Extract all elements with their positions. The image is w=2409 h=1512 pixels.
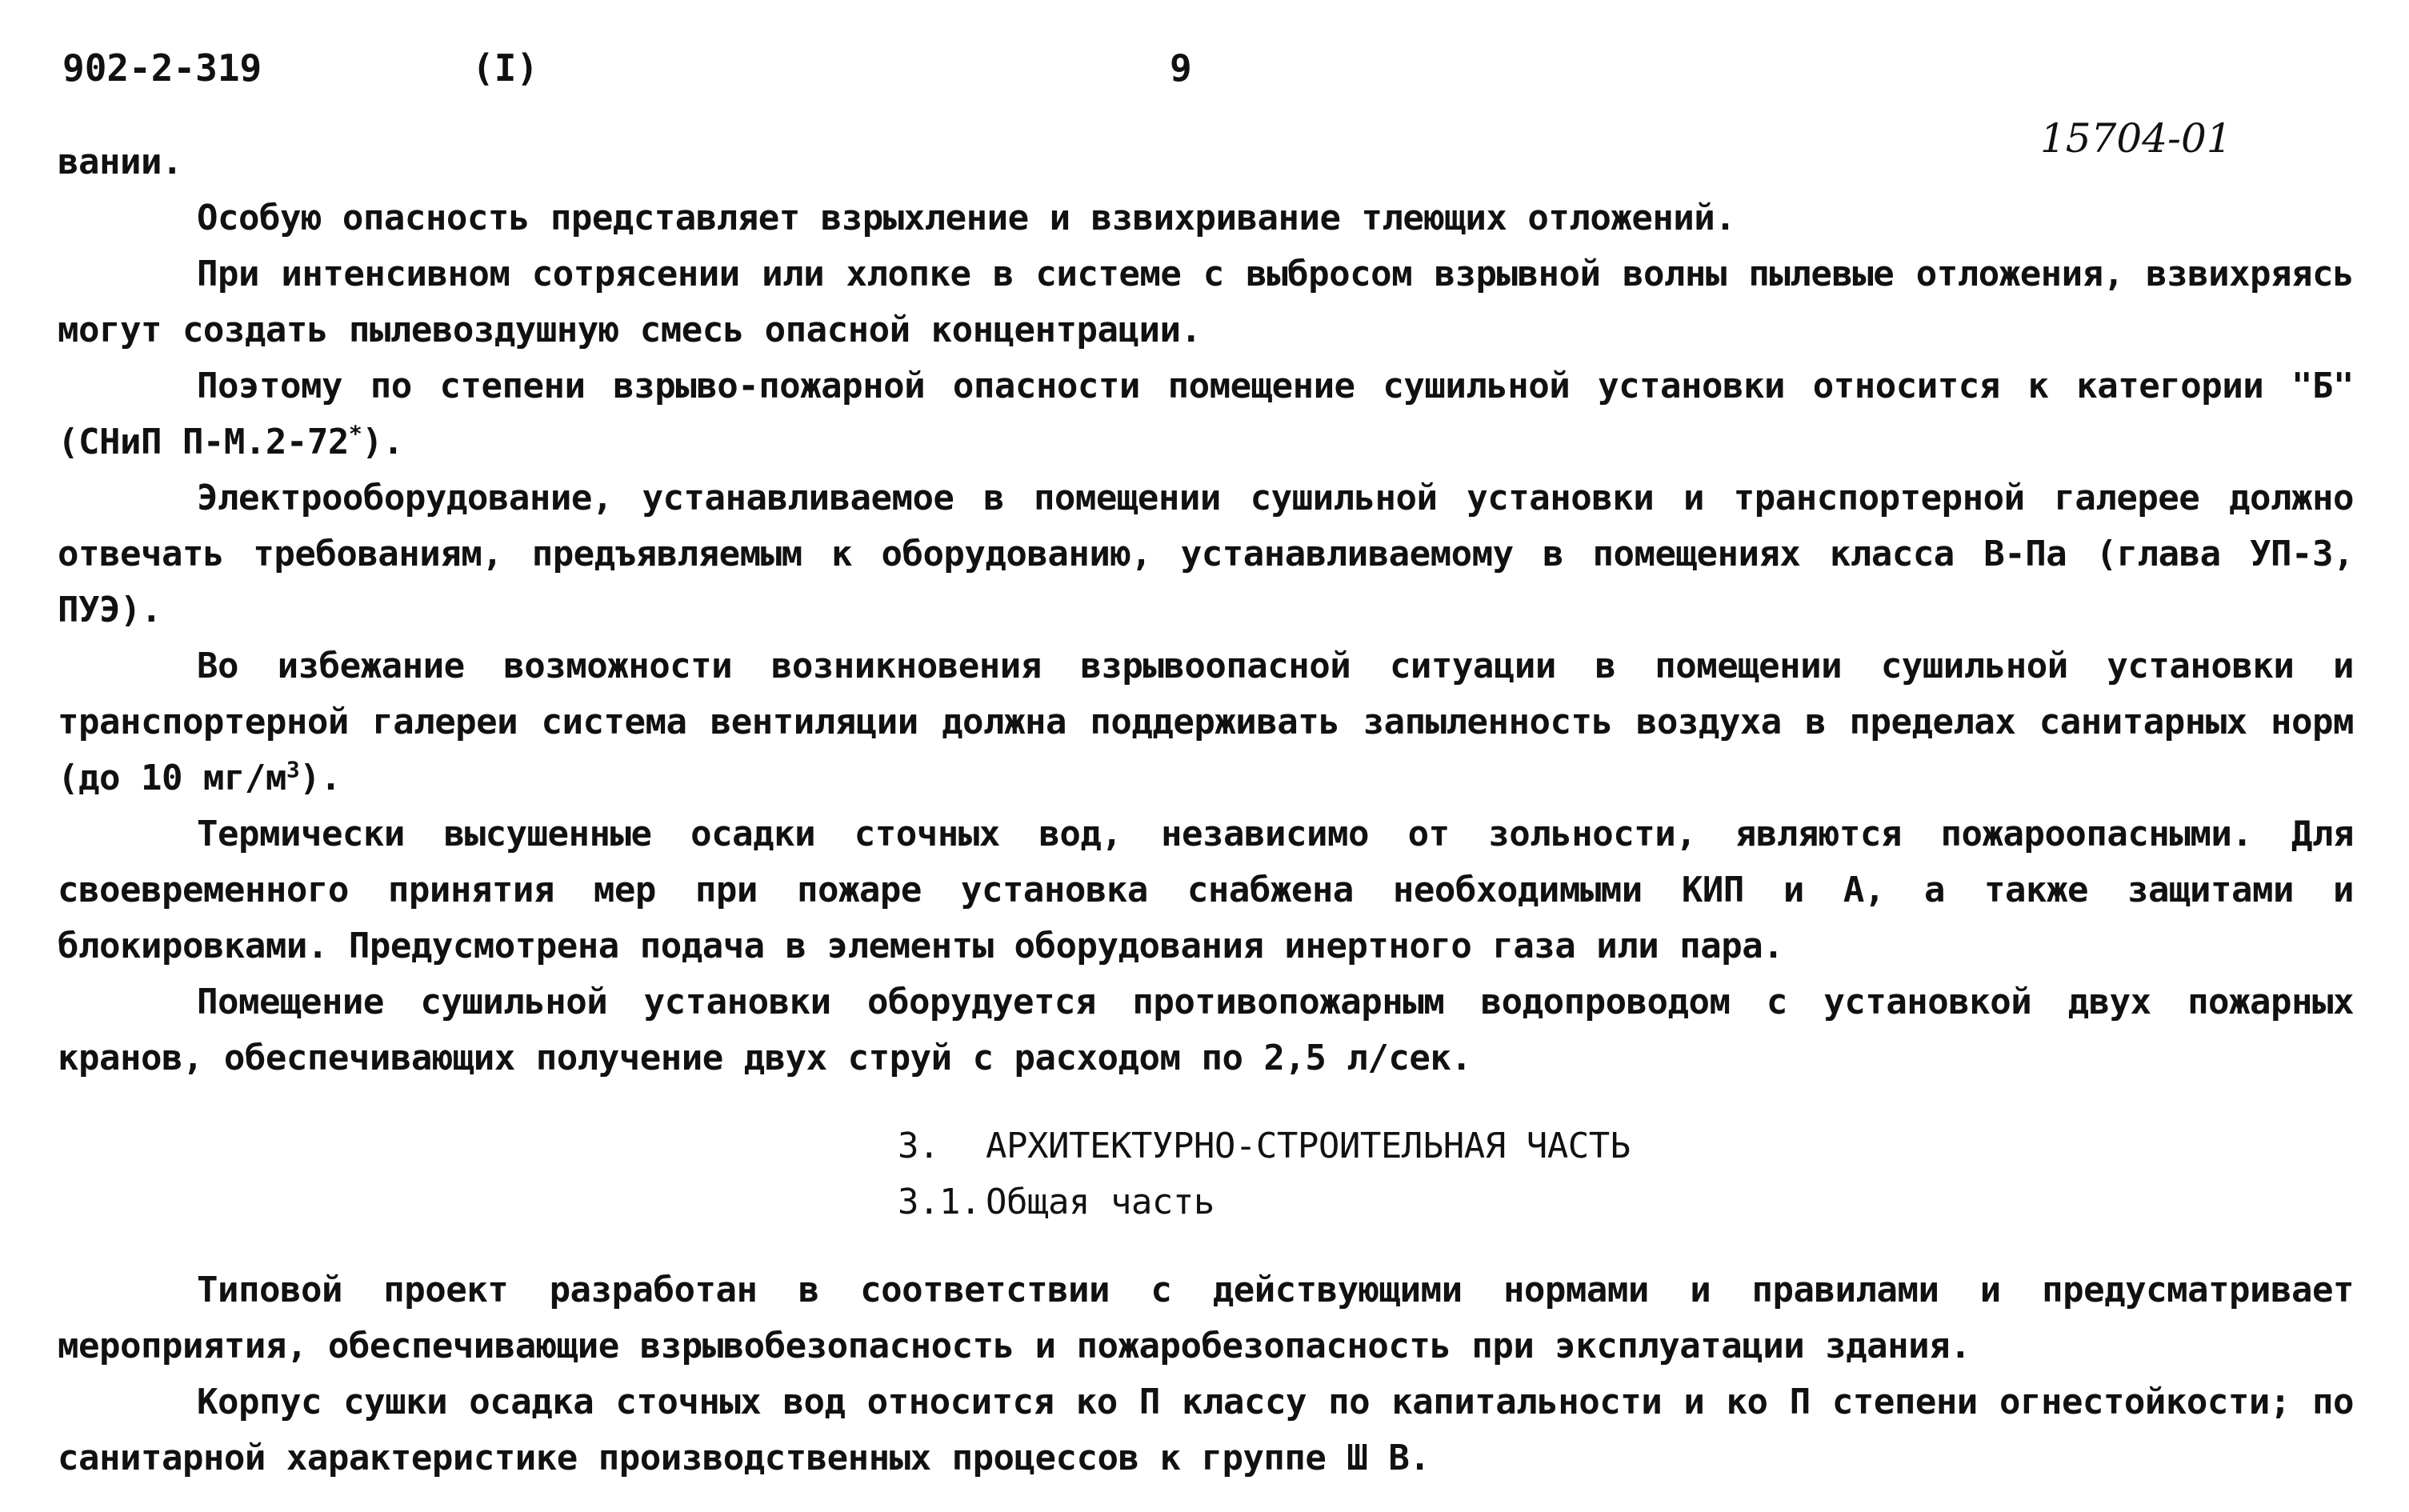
subsection-title: Общая часть bbox=[986, 1182, 1215, 1222]
paragraph-continuation: вании. bbox=[58, 142, 182, 182]
superscript: 3 bbox=[286, 756, 300, 783]
paragraph-text: Во избежание возможности возникновения взрывоопасной ситуации в помещении сушильной установки и транспортерной галереи система вентиляции должна поддерживать запыленность воздуха в пределах санитарных норм (до 10 мг/м bbox=[58, 646, 2354, 798]
paragraph: Типовой проект разработан в соответствии с действующими нормами и правилами и предусматривает мероприятия, обеспечивающие взрывобезопасность и пожаробезопасность при эксплуатации здания. bbox=[58, 1270, 2354, 1366]
paragraph: Особую опасность представляет взрыхление и взвихривание тлеющих отложений. bbox=[197, 198, 1736, 238]
paragraph: Помещение сушильной установки оборудуется противопожарным водопроводом с установкой двух пожарных кранов, обеспечивающих получение двух струй с расходом по 2,5 л/сек. bbox=[58, 982, 2354, 1078]
paragraph: Корпус сушки осадка сточных вод относится ко П классу по капитальности и ко П степени огнестойкости; по санитарной характеристике производственных процессов к группе Ш В. bbox=[58, 1382, 2354, 1478]
paragraph: При интенсивном сотрясении или хлопке в системе с выбросом взрывной волны пылевые отложения, взвихряясь могут создать пылевоздушную смесь опасной концентрации. bbox=[58, 254, 2354, 350]
paragraph: Термически высушенные осадки сточных вод, независимо от зольности, являются пожароопасными. Для своевременного принятия мер при пожаре установка снабжена необходимыми КИП и А, а также защитами и блокировками. Предусмотрена подача в элементы оборудования инертного газа или пара. bbox=[58, 814, 2354, 966]
paragraph-text-end: ). bbox=[299, 758, 342, 798]
document-code: 902-2-319 bbox=[62, 46, 262, 90]
paragraph bbox=[58, 358, 2354, 470]
paragraph-text-end: ). bbox=[362, 422, 404, 462]
paragraph-text: Поэтому по степени взрыво-пожарной опасности помещение сушильной установки относится к категории "Б" (СНиП П-М.2-72 bbox=[58, 366, 2354, 462]
page-number: 9 bbox=[1170, 46, 1192, 90]
superscript: * bbox=[348, 420, 362, 447]
subsection-number: 3.1. bbox=[898, 1182, 981, 1222]
paragraph bbox=[58, 638, 2354, 806]
section-heading bbox=[58, 1118, 2354, 1174]
section-number: 3. bbox=[898, 1126, 939, 1166]
paragraph: Электрооборудование, устанавливаемое в помещении сушильной установки и транспортерной галерее должно отвечать требованиям, предъявляемым к оборудованию, устанавливаемому в помещениях класса В-Па (глава УП-3, ПУЭ). bbox=[58, 478, 2354, 630]
subsection-heading bbox=[58, 1174, 2354, 1230]
section-title: АРХИТЕКТУРНО-СТРОИТЕЛЬНАЯ ЧАСТЬ bbox=[986, 1126, 1631, 1166]
document-part: (I) bbox=[472, 46, 539, 90]
handwritten-sheet-number: 15704-01 bbox=[2040, 115, 2232, 162]
document-body bbox=[58, 134, 2354, 1486]
